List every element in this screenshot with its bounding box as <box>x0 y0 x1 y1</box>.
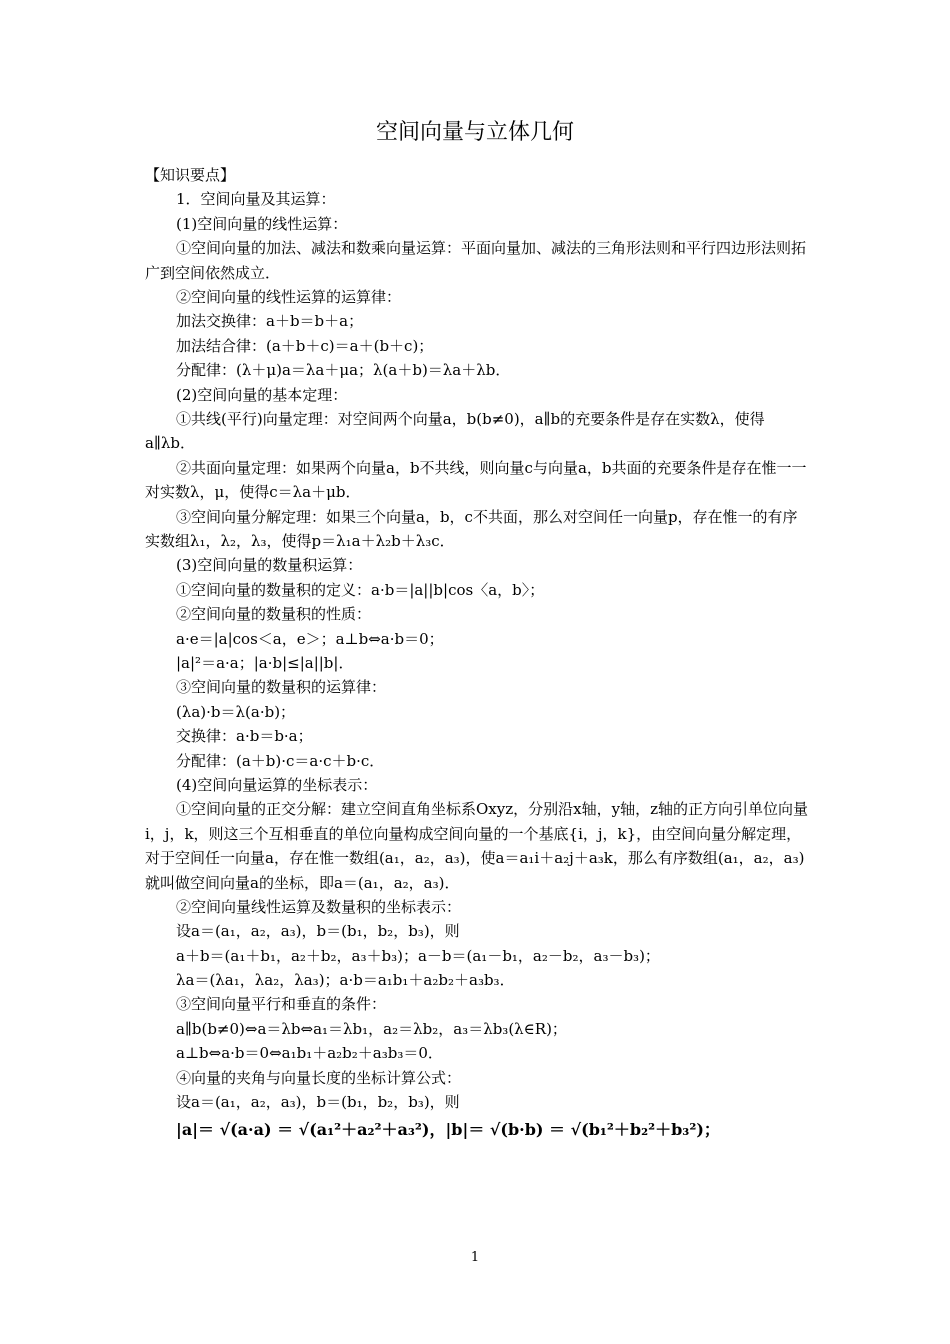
formula-line: a＋b＝(a₁＋b₁，a₂＋b₂，a₃＋b₃)；a－b＝(a₁－b₁，a₂－b₂，a₃－b₃)； <box>176 946 660 965</box>
text-line: ②空间向量的线性运算的运算律： <box>176 287 402 306</box>
text-paragraph: ③空间向量分解定理：如果三个向量a，b，c不共面，那么对空间任一向量p，存在惟一的有序实数组λ₁，λ₂，λ₃，使得p＝λ₁a＋λ₂b＋λ₃c． <box>145 507 798 550</box>
text-line: (4)空间向量运算的坐标表示： <box>176 775 378 794</box>
text-paragraph: ②共面向量定理：如果两个向量a，b不共线，则向量c与向量a，b共面的充要条件是存在惟一一对实数λ，μ，使得c＝λa＋μb． <box>145 458 807 502</box>
formula-line: a⊥b⇔a·b＝0⇔a₁b₁＋a₂b₂＋a₃b₃＝0． <box>176 1044 443 1063</box>
text-line: 加法结合律：(a＋b＋c)＝a＋(b＋c)； <box>176 336 434 355</box>
text-line: ③空间向量的数量积的运算律： <box>176 678 387 697</box>
text-line: (2)空间向量的基本定理： <box>176 385 348 404</box>
text-line: 设a＝(a₁，a₂，a₃)，b＝(b₁，b₂，b₃)，则 <box>176 1093 460 1112</box>
section-heading: 【知识要点】 <box>145 166 236 184</box>
document-title: 空间向量与立体几何 <box>375 120 574 145</box>
text-line: |a|²＝a·a；|a·b|≤|a||b|． <box>176 653 354 672</box>
vector-length-formula: |a|＝ √(a·a) ＝ √(a₁²＋a₂²＋a₃²)，|b|＝ √(b·b) ＝ √(b₁²＋b₂²＋b₃²)； <box>176 1120 720 1140</box>
text-line: 1．空间向量及其运算： <box>176 190 336 209</box>
text-line: 分配律：(λ＋μ)a＝λa＋μa；λ(a＋b)＝λa＋λb． <box>176 361 511 380</box>
formula-line: a∥b(b≠0)⇔a＝λb⇔a₁＝λb₁，a₂＝λb₂，a₃＝λb₃(λ∈R)； <box>176 1019 567 1038</box>
text-paragraph: ①共线(平行)向量定理：对空间两个向量a，b(b≠0)，a∥b的充要条件是存在实数λ，使得a∥λb． <box>145 409 765 453</box>
formula-line: λa＝(λa₁，λa₂，λa₃)；a·b＝a₁b₁＋a₂b₂＋a₃b₃． <box>176 971 515 990</box>
text-line: 交换律：a·b＝b·a； <box>176 727 313 746</box>
text-line: ③空间向量平行和垂直的条件： <box>176 995 387 1014</box>
text-paragraph: ①空间向量的正交分解：建立空间直角坐标系Oxyz，分别沿x轴，y轴，z轴的正方向引单位向量i，j，k，则这三个互相垂直的单位向量构成空间向量的一个基底{i，j，k}，由空间向量分解定理，对于空间任一向量a，存在惟一数组(a₁，a₂，a₃)，使a＝a₁i＋a₂j＋a₃k，那么有序数组(a₁，a₂，a₃)就叫做空间向量a的坐标，即a＝(a₁，a₂，a₃)． <box>145 800 808 892</box>
text-line: 加法交换律：a＋b＝b＋a； <box>176 312 364 331</box>
text-line: 分配律：(a＋b)·c＝a·c＋b·c． <box>176 751 385 770</box>
text-line: ①空间向量的数量积的定义：a·b＝|a||b|cos〈a，b〉； <box>176 580 545 599</box>
page-number: 1 <box>470 1250 480 1265</box>
text-line: a·e＝|a|cos＜a，e＞；a⊥b⇔a·b＝0； <box>176 629 444 648</box>
text-line: (3)空间向量的数量积运算： <box>176 556 363 575</box>
text-line: ②空间向量线性运算及数量积的坐标表示： <box>176 897 462 916</box>
text-paragraph: ①空间向量的加法、减法和数乘向量运算：平面向量加、减法的三角形法则和平行四边形法则拓广到空间依然成立． <box>145 239 807 282</box>
text-line: ④向量的夹角与向量长度的坐标计算公式： <box>176 1068 462 1087</box>
text-line: (λa)·b＝λ(a·b)； <box>176 702 296 721</box>
text-line: ②空间向量的数量积的性质： <box>176 605 372 624</box>
text-line: (1)空间向量的线性运算： <box>176 214 348 233</box>
text-line: 设a＝(a₁，a₂，a₃)，b＝(b₁，b₂，b₃)，则 <box>176 922 460 941</box>
document-body <box>145 163 810 1148</box>
